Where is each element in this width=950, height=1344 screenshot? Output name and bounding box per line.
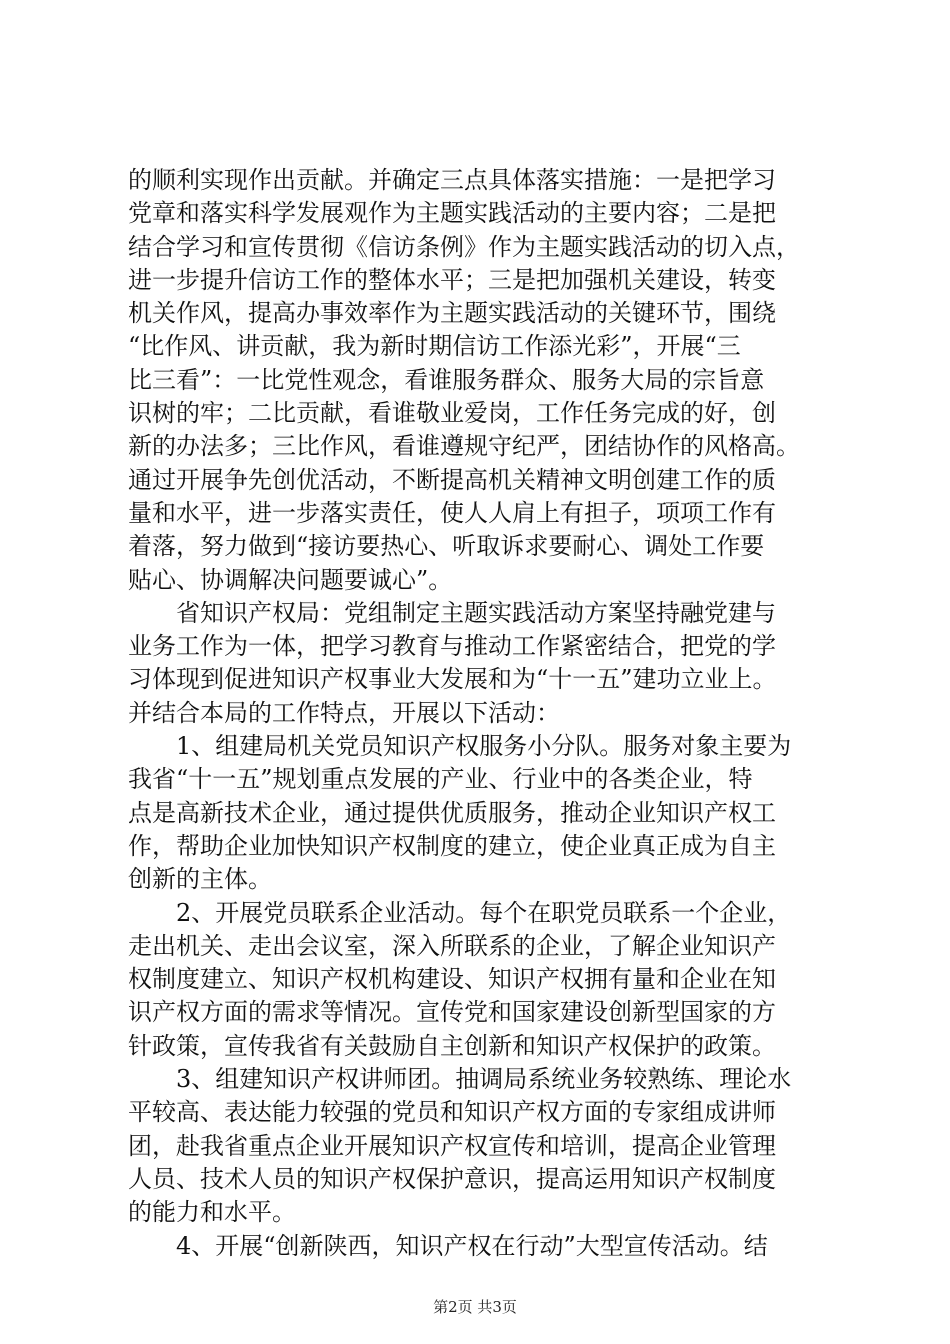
text-line: 通过开展争先创优活动，不断提高机关精神文明创建工作的质	[128, 465, 776, 494]
text-line: 团，赴我省重点企业开展知识产权宣传和培训，提高企业管理	[128, 1131, 776, 1160]
text-line: 业务工作为一体，把学习教育与推动工作紧密结合，把党的学	[128, 632, 776, 661]
text-line: 2、开展党员联系企业活动。每个在职党员联系一个企业，	[128, 898, 792, 927]
text-line: 点是高新技术企业，通过提供优质服务，推动企业知识产权工	[128, 798, 776, 827]
text-line: 着落，努力做到“接访要热心、听取诉求要耐心、调处工作要	[128, 532, 765, 561]
text-line: 进一步提升信访工作的整体水平；三是把加强机关建设，转变	[128, 265, 776, 294]
text-line: 比三看”：一比党性观念，看谁服务群众、服务大局的宗旨意	[128, 365, 765, 394]
text-line: 识树的牢；二比贡献，看谁敬业爱岗，工作任务完成的好，创	[128, 399, 776, 428]
text-line: 人员、技术人员的知识产权保护意识，提高运用知识产权制度	[128, 1164, 776, 1193]
text-line: 我省“十一五”规划重点发展的产业、行业中的各类企业，特	[128, 765, 753, 794]
text-line: 走出机关、走出会议室，深入所联系的企业，了解企业知识产	[128, 931, 776, 960]
text-line: 贴心、协调解决问题要诚心”。	[128, 565, 453, 594]
text-line: 1、组建局机关党员知识产权服务小分队。服务对象主要为	[128, 732, 792, 761]
text-line: 识产权方面的需求等情况。宣传党和国家建设创新型国家的方	[128, 998, 776, 1027]
text-line: 的能力和水平。	[128, 1198, 296, 1227]
text-line: 创新的主体。	[128, 865, 272, 894]
page-footer: 第2页 共3页	[433, 1298, 517, 1316]
text-line: 的顺利实现作出贡献。并确定三点具体落实措施：一是把学习	[128, 166, 776, 194]
text-line: 量和水平，进一步落实责任，使人人肩上有担子，项项工作有	[128, 498, 776, 527]
text-line: 新的办法多；三比作风，看谁遵规守纪严，团结协作的风格高。	[128, 432, 800, 461]
text-line: 结合学习和宣传贯彻《信访条例》作为主题实践活动的切入点，	[128, 232, 800, 261]
text-line: 作，帮助企业加快知识产权制度的建立，使企业真正成为自主	[128, 831, 776, 860]
text-line: 4、开展“创新陕西，知识产权在行动”大型宣传活动。结	[128, 1231, 768, 1260]
text-line: 机关作风，提高办事效率作为主题实践活动的关键环节，围绕	[128, 299, 776, 328]
text-line: 平较高、表达能力较强的党员和知识产权方面的专家组成讲师	[128, 1098, 776, 1127]
text-line: 习体现到促进知识产权事业大发展和为“十一五”建功立业上。	[128, 665, 777, 694]
text-line: 并结合本局的工作特点，开展以下活动：	[128, 698, 560, 727]
document-body	[128, 164, 833, 1263]
text-line: 权制度建立、知识产权机构建设、知识产权拥有量和企业在知	[128, 965, 776, 994]
text-line: 省知识产权局：党组制定主题实践活动方案坚持融党建与	[128, 598, 776, 627]
text-line: 3、组建知识产权讲师团。抽调局系统业务较熟练、理论水	[128, 1065, 792, 1094]
text-line: “比作风、讲贡献，我为新时期信访工作添光彩”，开展“三	[128, 332, 741, 361]
text-line: 针政策，宣传我省有关鼓励自主创新和知识产权保护的政策。	[128, 1031, 776, 1060]
text-line: 党章和落实科学发展观作为主题实践活动的主要内容；二是把	[128, 199, 776, 228]
